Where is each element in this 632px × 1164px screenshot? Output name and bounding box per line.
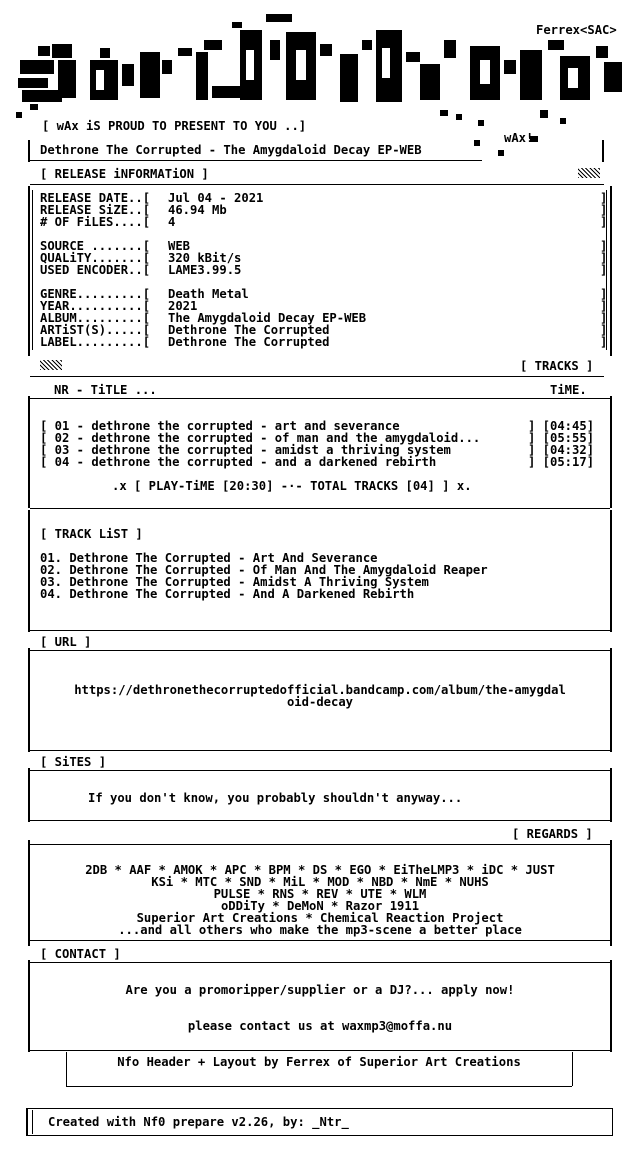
tracks-col-time: TiME. xyxy=(550,383,587,397)
frame-line xyxy=(610,648,612,752)
frame-line xyxy=(610,768,612,822)
frame-line xyxy=(28,140,30,162)
group-tag: wAx! xyxy=(504,131,534,145)
track-time: ] [05:17] xyxy=(528,455,595,469)
bracket-decoration: ] xyxy=(600,203,608,217)
field-value: 4 xyxy=(168,215,176,229)
frame-line xyxy=(26,1108,28,1136)
frame-line xyxy=(610,510,612,632)
track-list-heading: [ TRACK LiST ] xyxy=(40,527,143,541)
field-value: Death Metal xyxy=(168,287,249,301)
divider xyxy=(30,160,482,161)
frame-line xyxy=(28,510,30,632)
track-list-item: 01. Dethrone The Corrupted - Art And Severance xyxy=(40,551,378,565)
bracket-decoration: ] xyxy=(600,263,608,277)
field-value: Dethrone The Corrupted xyxy=(168,323,330,337)
url-link[interactable]: https://dethronethecorruptedofficial.bandcamp.com/album/the-amygdal xyxy=(74,683,566,697)
contact-email[interactable]: please contact us at waxmp3@moffa.nu xyxy=(187,1019,453,1033)
field-value: 320 kBit/s xyxy=(168,251,242,265)
field-label: # OF FiLES....[ xyxy=(40,215,151,229)
divider xyxy=(30,650,610,651)
bracket-decoration: ] xyxy=(600,239,608,253)
bracket-decoration: ] xyxy=(600,311,608,325)
track-row: [ 03 - dethrone the corrupted - amidst a thriving system xyxy=(40,443,451,457)
frame-line xyxy=(610,960,612,1052)
frame-line xyxy=(602,140,604,162)
layout-credit: Nfo Header + Layout by Ferrex of Superior Art Creations xyxy=(117,1055,521,1069)
frame-line xyxy=(610,186,612,356)
field-value: LAME3.99.5 xyxy=(168,263,242,277)
field-value: 46.94 Mb xyxy=(168,203,227,217)
field-value: Jul 04 - 2021 xyxy=(168,191,264,205)
divider xyxy=(30,750,610,751)
divider xyxy=(30,820,610,821)
contact-heading: [ CONTACT ] xyxy=(40,947,121,961)
regards-line: Superior Art Creations * Chemical Reaction Project xyxy=(136,911,504,925)
divider xyxy=(30,398,610,399)
frame-line xyxy=(32,190,33,350)
divider xyxy=(30,962,610,963)
regards-line: ...and all others who make the mp3-scene a better place xyxy=(118,923,522,937)
tracks-heading: [ TRACKS ] xyxy=(520,359,594,373)
field-label: USED ENCODER..[ xyxy=(40,263,151,277)
field-label: YEAR..........[ xyxy=(40,299,151,313)
divider xyxy=(30,1050,610,1051)
hatch-decoration xyxy=(40,360,62,370)
field-value: 2021 xyxy=(168,299,198,313)
tracks-summary: .x [ PLAY-TiME [20:30] -·- TOTAL TRACKS [04] ] x. xyxy=(112,479,472,493)
field-label: ARTiST(S).....[ xyxy=(40,323,151,337)
divider xyxy=(30,630,610,631)
field-label: SOURCE .......[ xyxy=(40,239,151,253)
hatch-decoration xyxy=(578,168,600,178)
regards-heading: [ REGARDS ] xyxy=(512,827,593,841)
regards-line: oDDiTy * DeMoN * Razor 1911 xyxy=(220,899,420,913)
url-heading: [ URL ] xyxy=(40,635,92,649)
track-list-item: 04. Dethrone The Corrupted - And A Darkened Rebirth xyxy=(40,587,415,601)
field-value: The Amygdaloid Decay EP-WEB xyxy=(168,311,367,325)
divider xyxy=(30,376,604,377)
contact-line: Are you a promoripper/supplier or a DJ?... apply now! xyxy=(125,983,515,997)
frame-line xyxy=(28,186,30,356)
bracket-decoration: ] xyxy=(600,215,608,229)
divider xyxy=(30,508,610,509)
frame-line xyxy=(28,396,30,508)
frame-line xyxy=(572,1052,573,1086)
bracket-decoration: ] xyxy=(600,287,608,301)
track-time: ] [05:55] xyxy=(528,431,595,445)
created-with: Created with Nf0 prepare v2.26, by: _Ntr_ xyxy=(48,1115,349,1129)
field-label: GENRE.........[ xyxy=(40,287,151,301)
field-value: WEB xyxy=(168,239,191,253)
frame-line xyxy=(28,768,30,822)
divider xyxy=(66,1086,572,1087)
field-label: LABEL.........[ xyxy=(40,335,151,349)
field-label: RELEASE SiZE..[ xyxy=(40,203,151,217)
url-link-continued[interactable]: oid-decay xyxy=(286,695,354,709)
sites-heading: [ SiTES ] xyxy=(40,755,107,769)
sites-text: If you don't know, you probably shouldn't anyway... xyxy=(88,791,463,805)
frame-line xyxy=(610,396,612,508)
field-label: ALBUM.........[ xyxy=(40,311,151,325)
bracket-decoration: ] xyxy=(600,323,608,337)
release-info-heading: [ RELEASE iNFORMATiON ] xyxy=(40,167,209,181)
regards-line: KSi * MTC * SND * MiL * MOD * NBD * NmE * NUHS xyxy=(151,875,489,889)
track-list-item: 03. Dethrone The Corrupted - Amidst A Thriving System xyxy=(40,575,429,589)
divider xyxy=(26,1108,612,1109)
frame-line xyxy=(612,1108,613,1136)
track-time: ] [04:32] xyxy=(528,443,595,457)
bracket-decoration: ] xyxy=(600,191,608,205)
regards-line: 2DB * AAF * AMOK * APC * BPM * DS * EGO * EiTheLMP3 * iDC * JUST xyxy=(85,863,555,877)
track-row: [ 02 - dethrone the corrupted - of man and the amygdaloid... xyxy=(40,431,481,445)
bracket-decoration: ] xyxy=(600,251,608,265)
divider xyxy=(26,1135,612,1136)
track-row: [ 04 - dethrone the corrupted - and a darkened rebirth xyxy=(40,455,437,469)
present-line: [ wAx iS PROUD TO PRESENT TO YOU ..] xyxy=(42,119,307,133)
tracks-col-title: NR - TiTLE ... xyxy=(54,383,157,397)
field-value: Dethrone The Corrupted xyxy=(168,335,330,349)
divider xyxy=(30,184,604,185)
frame-line xyxy=(610,840,612,946)
track-row: [ 01 - dethrone the corrupted - art and severance xyxy=(40,419,400,433)
header-credit: Ferrex<SAC> xyxy=(536,23,617,37)
field-label: QUALiTY.......[ xyxy=(40,251,151,265)
track-list-item: 02. Dethrone The Corrupted - Of Man And The Amygdaloid Reaper xyxy=(40,563,488,577)
field-label: RELEASE DATE..[ xyxy=(40,191,151,205)
divider xyxy=(30,940,610,941)
release-title: Dethrone The Corrupted - The Amygdaloid Decay EP-WEB xyxy=(40,143,422,157)
regards-line: PULSE * RNS * REV * UTE * WLM xyxy=(213,887,427,901)
track-time: ] [04:45] xyxy=(528,419,595,433)
divider xyxy=(30,770,610,771)
frame-line xyxy=(28,960,30,1052)
bracket-decoration: ] xyxy=(600,335,608,349)
divider xyxy=(30,844,610,845)
bracket-decoration: ] xyxy=(600,299,608,313)
frame-line xyxy=(32,1110,33,1134)
